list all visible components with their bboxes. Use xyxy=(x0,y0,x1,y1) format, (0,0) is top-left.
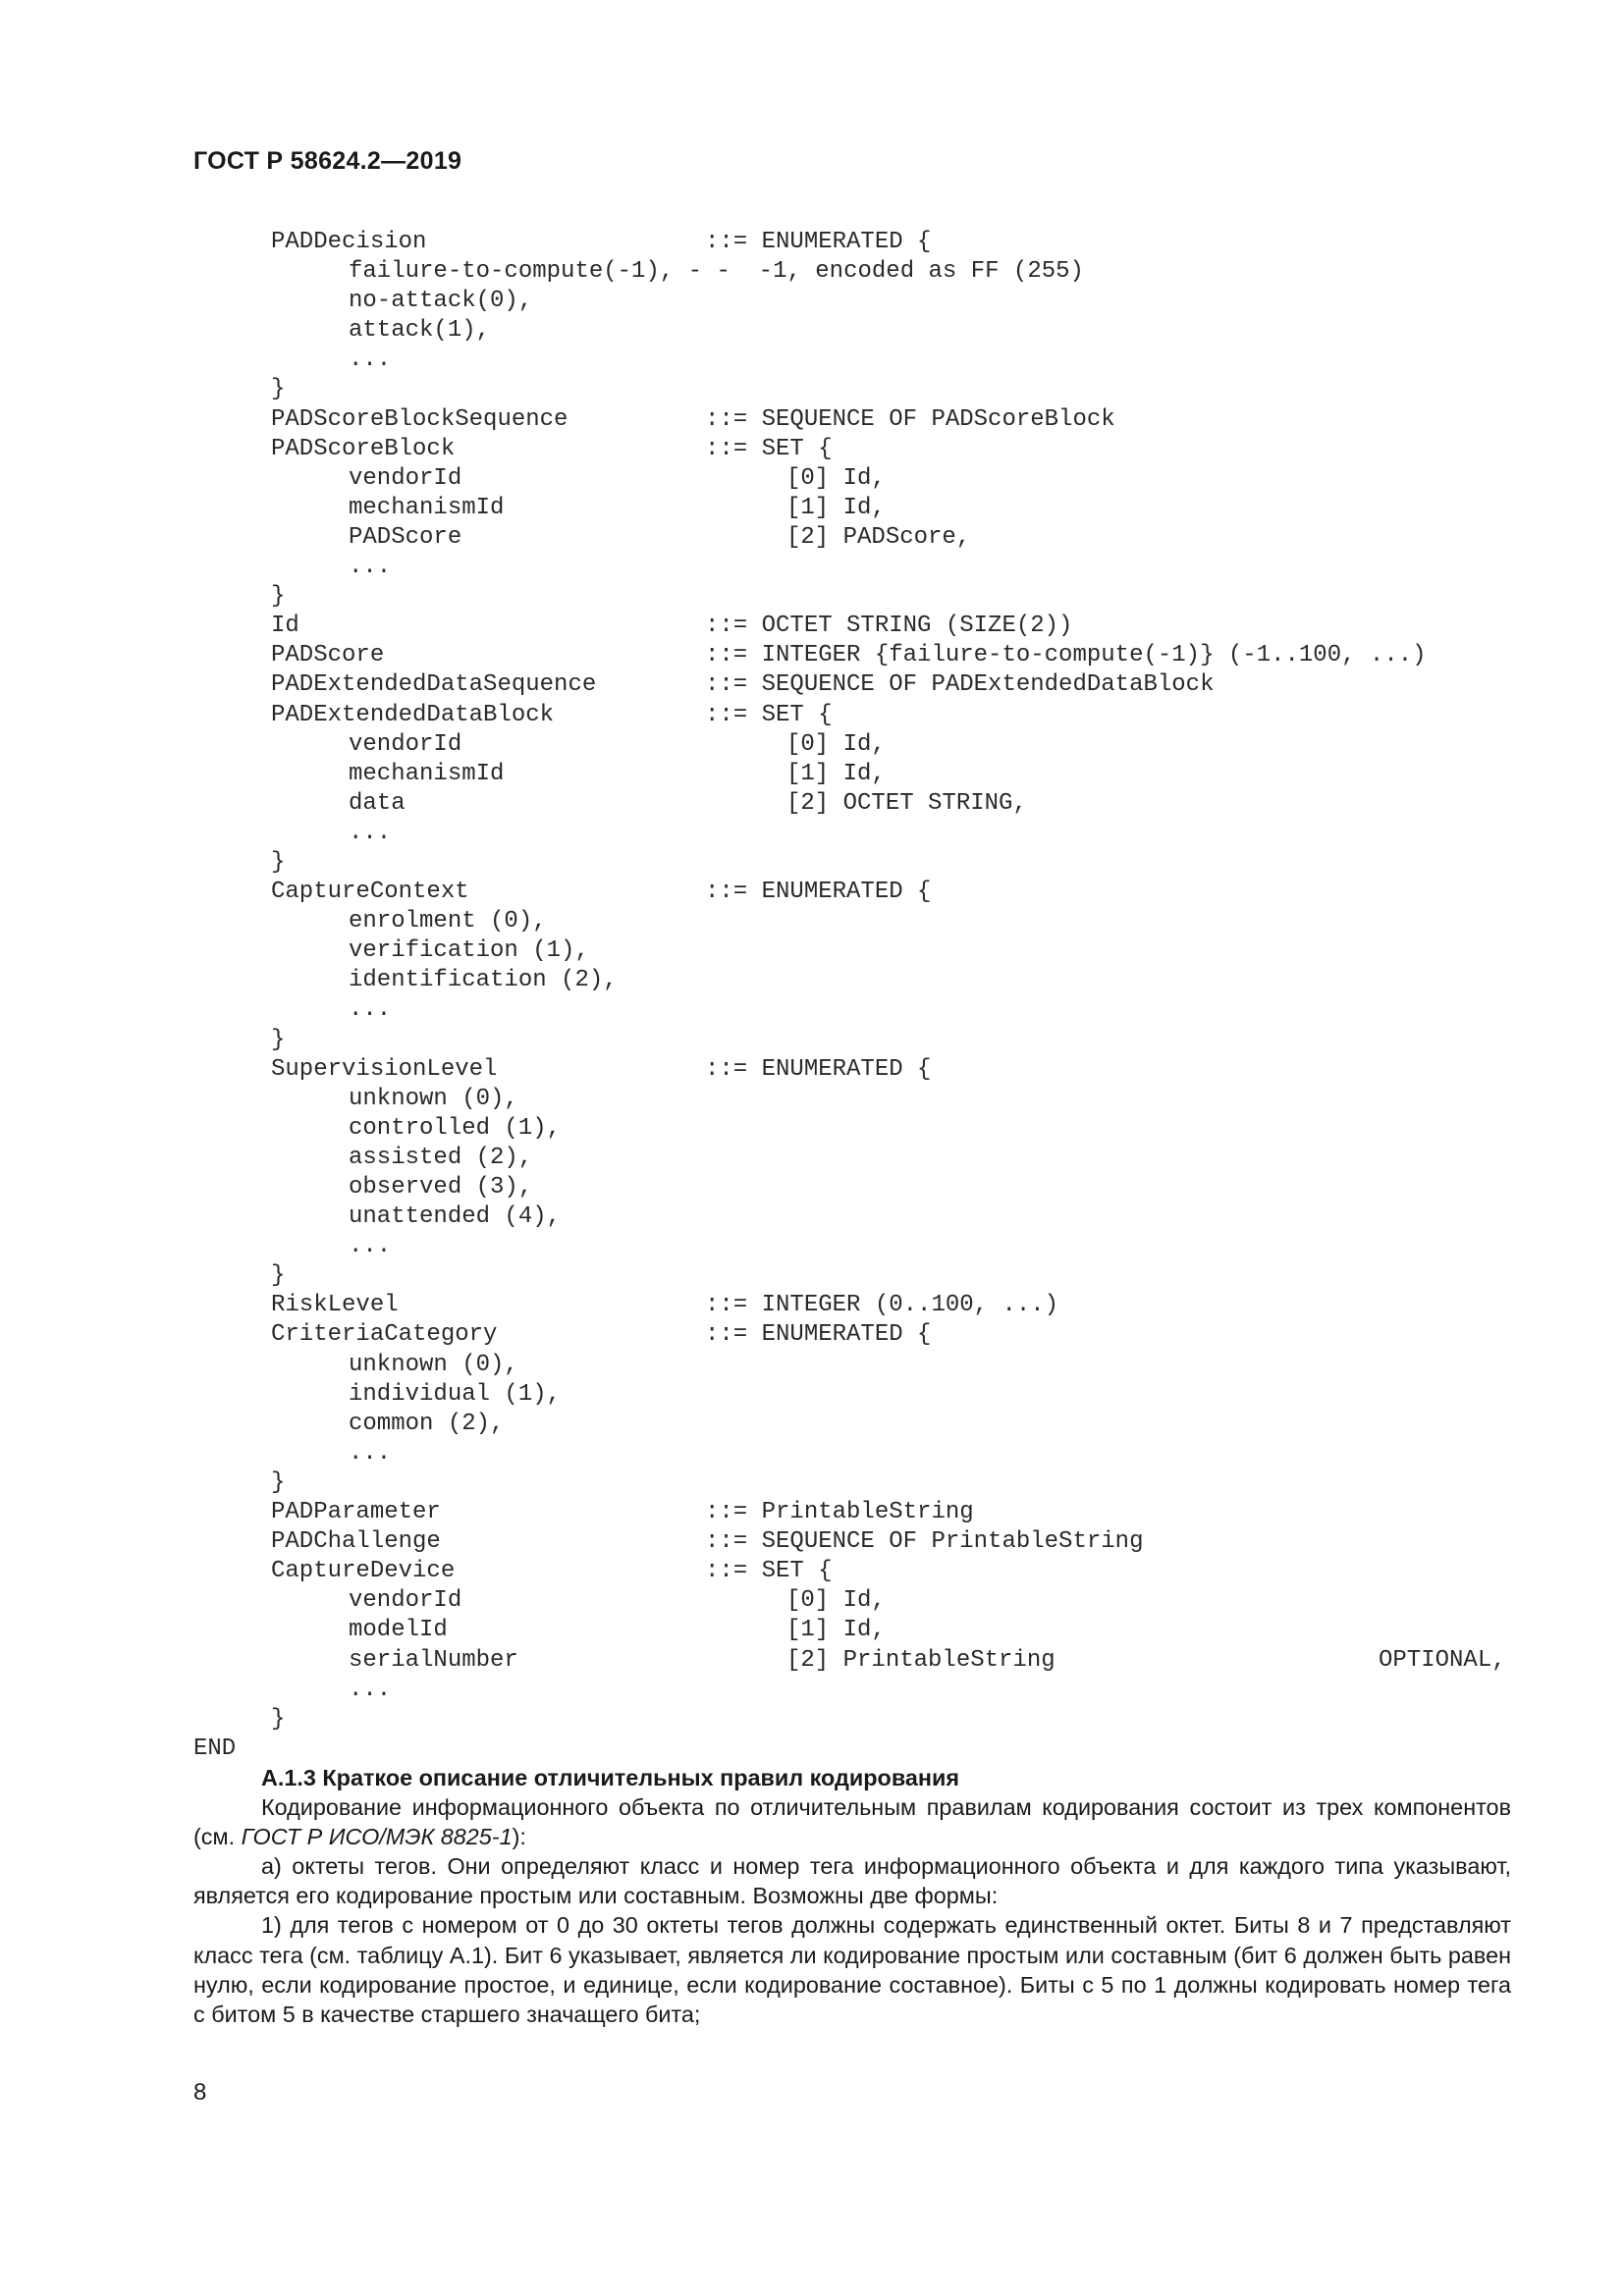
page-number: 8 xyxy=(193,2079,207,2106)
section-text xyxy=(193,1763,1511,2029)
enum-item: ... xyxy=(349,1439,392,1467)
type-definition: ::= SEQUENCE OF PADScoreBlock xyxy=(705,405,1115,433)
code-line xyxy=(0,1646,1624,1676)
code-line xyxy=(0,878,1624,907)
type-definition: ::= OCTET STRING (SIZE(2)) xyxy=(705,613,1073,640)
code-line xyxy=(0,1468,1624,1498)
code-line xyxy=(0,582,1624,612)
type-definition: ::= SEQUENCE OF PADExtendedDataBlock xyxy=(705,671,1215,699)
field-tag: [2] OCTET STRING, xyxy=(786,789,1027,817)
type-name: PADParameter xyxy=(271,1499,441,1526)
code-line xyxy=(0,1320,1624,1350)
code-line xyxy=(0,346,1624,375)
paragraph-intro-tail: ): xyxy=(512,1824,526,1850)
code-line xyxy=(0,1439,1624,1468)
field-tag: [2] PrintableString xyxy=(786,1646,1056,1674)
field-name: mechanismId xyxy=(349,494,505,521)
type-definition: ::= PrintableString xyxy=(705,1499,974,1526)
code-line xyxy=(0,257,1624,287)
standard-reference: ГОСТ Р ИСО/МЭК 8825-1 xyxy=(241,1824,513,1850)
code-line xyxy=(0,819,1624,848)
enum-item: identification (2), xyxy=(349,967,618,994)
type-definition: ::= ENUMERATED { xyxy=(705,879,932,906)
code-line xyxy=(0,1026,1624,1055)
type-definition: ::= INTEGER {failure-to-compute(-1)} (-1..100, ...) xyxy=(705,642,1427,669)
enum-item: unknown (0), xyxy=(349,1085,518,1112)
code-line xyxy=(0,641,1624,670)
code-line xyxy=(0,848,1624,878)
closing-brace: } xyxy=(271,1705,286,1733)
code-line xyxy=(0,287,1624,316)
code-line xyxy=(0,523,1624,553)
type-definition: ::= ENUMERATED { xyxy=(705,1321,932,1349)
type-name: PADChallenge xyxy=(271,1528,441,1556)
type-definition: ::= ENUMERATED { xyxy=(705,229,932,255)
type-definition: ::= SET { xyxy=(705,701,833,728)
enum-item: attack(1), xyxy=(349,317,491,345)
enum-item: unattended (4), xyxy=(349,1203,562,1231)
field-name: vendorId xyxy=(349,730,462,758)
paragraph-tag-octets: а) октеты тегов. Они определяют класс и номер тега информационного объекта и для каждого типа указывают, является его кодирование простым или составным. Возможны две формы: xyxy=(193,1853,1511,1909)
code-line xyxy=(0,936,1624,966)
end-keyword: END xyxy=(193,1735,237,1762)
optional-marker: OPTIONAL, xyxy=(1379,1646,1506,1674)
code-line xyxy=(0,1085,1624,1114)
code-line xyxy=(0,1527,1624,1557)
enum-item: controlled (1), xyxy=(349,1114,562,1142)
code-line xyxy=(0,1232,1624,1261)
enum-item: ... xyxy=(349,1233,392,1260)
type-name: CaptureDevice xyxy=(271,1558,456,1585)
closing-brace: } xyxy=(271,1262,286,1290)
code-line xyxy=(0,701,1624,730)
section-heading: A.1.3 Краткое описание отличительных правил кодирования xyxy=(261,1765,960,1790)
field-name: mechanismId xyxy=(349,760,505,787)
type-name: PADDecision xyxy=(271,229,427,255)
code-line xyxy=(0,1173,1624,1202)
code-line xyxy=(0,1291,1624,1320)
field-name: data xyxy=(349,789,406,817)
code-line xyxy=(0,1202,1624,1232)
enum-item: ... xyxy=(349,996,392,1024)
closing-brace: } xyxy=(271,1468,286,1496)
enum-item: assisted (2), xyxy=(349,1144,533,1171)
code-line xyxy=(0,1380,1624,1410)
code-line xyxy=(0,228,1624,257)
type-name: CaptureContext xyxy=(271,879,469,906)
enum-item: failure-to-compute(-1), - - -1, encoded as FF (255) xyxy=(349,258,1084,286)
code-line xyxy=(0,1676,1624,1705)
paragraph-tag-form-1: 1) для тегов с номером от 0 до 30 октеты тегов должны содержать единственный октет. Биты 8 и 7 представляют класс тега (см. таблицу А.1). Бит 6 указывает, является ли кодирование простым или составным (бит 6 должен быть равен нулю, если кодирование простое, и единице, если кодирование составное). Биты с 5 по 1 должны кодировать номер тега с битом 5 в качестве старшего значащего бита; xyxy=(193,1912,1511,2027)
enum-item: ... xyxy=(349,819,392,846)
type-name: PADExtendedDataBlock xyxy=(271,701,555,728)
code-line xyxy=(0,1498,1624,1527)
field-tag: [0] Id, xyxy=(786,730,886,758)
enum-item: enrolment (0), xyxy=(349,908,547,935)
type-definition: ::= SEQUENCE OF PrintableString xyxy=(705,1528,1144,1556)
code-line xyxy=(0,1410,1624,1439)
closing-brace: } xyxy=(271,848,286,876)
code-line xyxy=(0,730,1624,760)
code-line xyxy=(0,1351,1624,1380)
code-line xyxy=(0,1616,1624,1645)
type-definition: ::= INTEGER (0..100, ...) xyxy=(705,1292,1059,1319)
code-line xyxy=(0,494,1624,523)
field-name: vendorId xyxy=(349,464,462,492)
code-line xyxy=(0,760,1624,789)
type-name: SupervisionLevel xyxy=(271,1055,498,1083)
enum-item: no-attack(0), xyxy=(349,288,533,315)
field-tag: [2] PADScore, xyxy=(786,523,971,551)
code-line xyxy=(0,1705,1624,1735)
code-line xyxy=(0,907,1624,936)
enum-item: ... xyxy=(349,347,392,374)
type-definition: ::= SET { xyxy=(705,1558,833,1585)
closing-brace: } xyxy=(271,1026,286,1053)
enum-item: observed (3), xyxy=(349,1174,533,1201)
enum-item: individual (1), xyxy=(349,1380,562,1408)
closing-brace: } xyxy=(271,583,286,611)
closing-brace: } xyxy=(271,376,286,403)
code-line xyxy=(0,612,1624,641)
code-line xyxy=(0,1055,1624,1085)
code-line xyxy=(0,316,1624,346)
enum-item: ... xyxy=(349,554,392,581)
field-tag: [0] Id, xyxy=(786,464,886,492)
code-line xyxy=(0,966,1624,995)
type-definition: ::= SET { xyxy=(705,435,833,462)
code-line xyxy=(0,995,1624,1025)
code-line xyxy=(0,1144,1624,1173)
field-tag: [1] Id, xyxy=(786,494,886,521)
paragraph-intro-text: Кодирование информационного объекта по отличительным правилам кодирования состоит из трех компонентов (см. xyxy=(193,1794,1511,1850)
field-tag: [1] Id, xyxy=(786,1617,886,1644)
type-name: RiskLevel xyxy=(271,1292,399,1319)
code-line xyxy=(0,405,1624,435)
code-line xyxy=(0,1586,1624,1616)
type-name: PADScoreBlockSequence xyxy=(271,405,568,433)
enum-item: verification (1), xyxy=(349,937,589,965)
code-line xyxy=(0,1557,1624,1586)
code-line xyxy=(0,435,1624,464)
type-name: PADExtendedDataSequence xyxy=(271,671,597,699)
enum-item: common (2), xyxy=(349,1410,505,1437)
document-header: ГОСТ Р 58624.2—2019 xyxy=(193,147,462,175)
code-line xyxy=(0,1114,1624,1144)
type-name: CriteriaCategory xyxy=(271,1321,498,1349)
type-definition: ::= ENUMERATED { xyxy=(705,1055,932,1083)
field-name: serialNumber xyxy=(349,1646,518,1674)
field-name: modelId xyxy=(349,1617,448,1644)
code-line xyxy=(0,789,1624,819)
code-line xyxy=(0,670,1624,700)
code-line xyxy=(0,1261,1624,1291)
paragraph-intro xyxy=(193,1792,1511,1851)
enum-item: ... xyxy=(349,1676,392,1703)
field-name: vendorId xyxy=(349,1587,462,1615)
asn1-code-listing xyxy=(0,228,1624,1764)
code-line xyxy=(0,464,1624,494)
code-line xyxy=(0,1735,1624,1764)
field-name: PADScore xyxy=(349,523,462,551)
type-name: Id xyxy=(271,613,299,640)
code-line xyxy=(0,375,1624,404)
code-line xyxy=(0,553,1624,582)
type-name: PADScoreBlock xyxy=(271,435,456,462)
type-name: PADScore xyxy=(271,642,385,669)
field-tag: [1] Id, xyxy=(786,760,886,787)
enum-item: unknown (0), xyxy=(349,1351,518,1378)
field-tag: [0] Id, xyxy=(786,1587,886,1615)
